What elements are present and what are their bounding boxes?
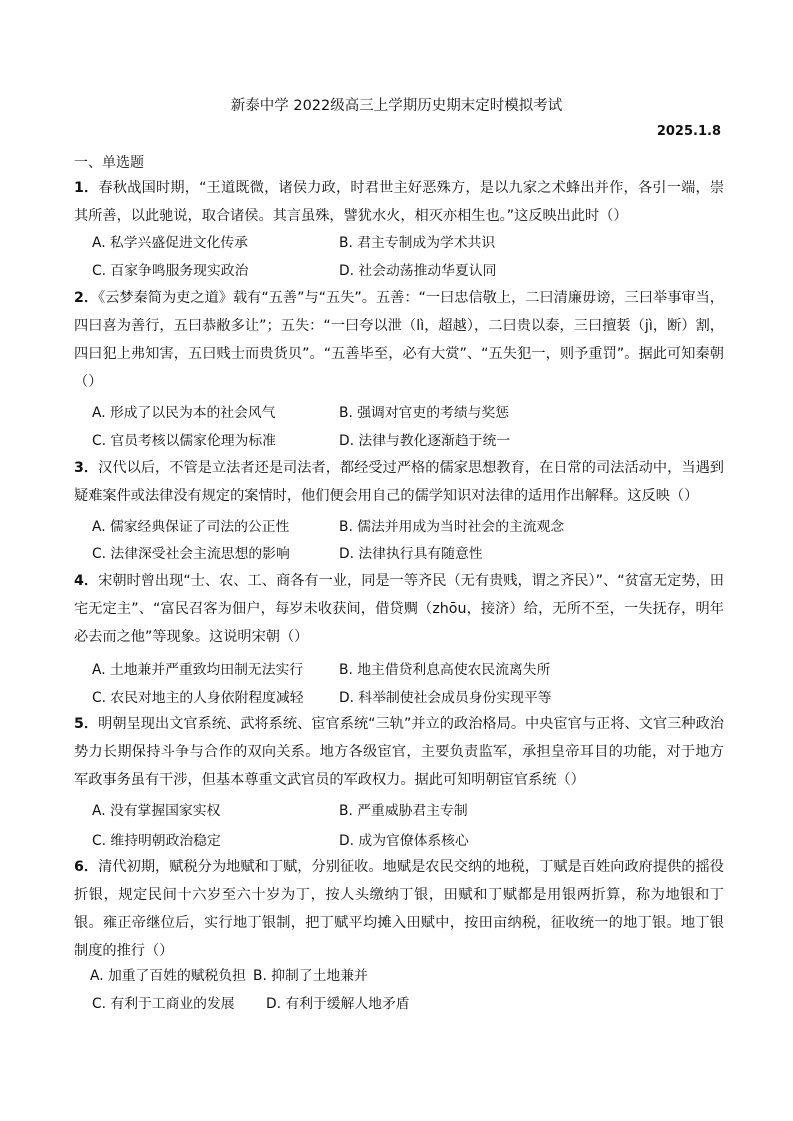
question-3 [74, 454, 724, 510]
question-number: 4． [74, 573, 99, 589]
section-heading: 一、单选题 [74, 155, 144, 171]
question-number: 1． [74, 180, 99, 196]
option-6-a[interactable]: A. 加重了百姓的赋税负担 [90, 968, 246, 984]
option-3-a[interactable]: A. 儒家经典保证了司法的公正性 [92, 519, 290, 535]
question-number: 3． [74, 460, 99, 476]
question-stem: 宋朝时曾出现“士、农、工、商各有一业，同是一等齐民（无有贵贱，谓之齐民）”、“贫富无定势，田宅无定主”、“富民召客为佃户，每岁未收获间，借贷赒（zhōu，接济）给，无所不至，一失抚存，明年必去而之他”等现象。这说明宋朝（） [74, 573, 724, 645]
option-1-d[interactable]: D. 社会动荡推动华夏认同 [339, 263, 497, 279]
option-4-d[interactable]: D. 科举制使社会成员身份实现平等 [339, 690, 552, 706]
option-3-d[interactable]: D. 法律执行具有随意性 [339, 546, 483, 562]
option-5-a[interactable]: A. 没有掌握国家实权 [92, 803, 221, 819]
option-1-b[interactable]: B. 君主专制成为学术共识 [339, 235, 496, 251]
option-5-c[interactable]: C. 维持明朝政治稳定 [92, 833, 221, 849]
option-2-b[interactable]: B. 强调对官吏的考绩与奖惩 [339, 405, 510, 421]
question-5 [74, 710, 724, 794]
option-3-c[interactable]: C. 法律深受社会主流思想的影响 [92, 546, 290, 562]
option-6-b[interactable]: B. 抑制了土地兼并 [253, 968, 368, 984]
option-6-d[interactable]: D. 有利于缓解人地矛盾 [266, 996, 410, 1012]
exam-title: 新泰中学 2022级高三上学期历史期末定时模拟考试 [230, 98, 563, 114]
option-1-c[interactable]: C. 百家争鸣服务现实政治 [92, 263, 249, 279]
question-stem: 明朝呈现出文官系统、武将系统、宦官系统“三轨”并立的政治格局。中央宦官与正将、文官三种政治势力长期保持斗争与合作的双向关系。地方各级宦官，主要负责监军，承担皇帝耳目的功能，对于地方军政事务虽有干涉，但基本尊重文武官员的军政权力。据此可知明朝宦官系统（） [74, 716, 724, 788]
question-stem: 汉代以后，不管是立法者还是司法者，都经受过严格的儒家思想教育，在日常的司法活动中，当遇到疑难案件或法律没有规定的案情时，他们便会用自己的儒学知识对法律的适用作出解释。这反映（） [74, 460, 724, 504]
question-stem: 《云梦秦简为吏之道》载有“五善”与“五失”。五善：“一曰忠信敬上，二曰清廉毋谤，三曰举事审当，四曰喜为善行，五曰恭敝多让”；五失：“一曰夸以泄（lì，超越），二曰贵以泰，三曰擅裚（jì，断）割，四曰犯上弗知害，五曰贱士而贵货贝”。“五善毕至，必有大赏”、“五失犯一，则予重罚”。据此可知秦朝（） [74, 290, 724, 390]
option-3-b[interactable]: B. 儒法并用成为当时社会的主流观念 [339, 519, 565, 535]
option-1-a[interactable]: A. 私学兴盛促进文化传承 [92, 235, 248, 251]
question-number: 6． [74, 859, 99, 875]
option-2-a[interactable]: A. 形成了以民为本的社会风气 [92, 405, 276, 421]
question-stem: 清代初期，赋税分为地赋和丁赋，分别征收。地赋是农民交纳的地税，丁赋是百姓向政府提供的摇役折银，规定民间十六岁至六十岁为丁，按人头缴纳丁银，田赋和丁赋都是用银两折算，称为地银和丁银。雍正帝继位后，实行地丁银制，把丁赋平均摊入田赋中，按田亩纳税，征收统一的地丁银。地丁银制度的推行（） [74, 859, 724, 959]
question-4 [74, 567, 724, 651]
option-4-a[interactable]: A. 土地兼并严重致均田制无法实行 [92, 662, 304, 678]
option-5-d[interactable]: D. 成为官僚体系核心 [339, 833, 469, 849]
option-2-d[interactable]: D. 法律与教化逐渐趋于统一 [339, 433, 511, 449]
question-6 [74, 853, 724, 965]
question-number: 5． [74, 716, 99, 732]
option-6-c[interactable]: C. 有利于工商业的发展 [92, 996, 235, 1012]
option-4-c[interactable]: C. 农民对地主的人身依附程度减轻 [92, 690, 304, 706]
question-1 [74, 174, 724, 230]
question-stem: 春秋战国时期，“王道既微，诸侯力政，时君世主好恶殊方，是以九家之术蜂出并作，各引一端，崇其所善，以此驰说，取合诸侯。其言虽殊，譬犹水火，相灭亦相生也。”这反映出此时（） [74, 180, 725, 224]
option-4-b[interactable]: B. 地主借贷利息高使农民流离失所 [339, 662, 551, 678]
question-2 [74, 284, 724, 396]
option-2-c[interactable]: C. 官员考核以儒家伦理为标准 [92, 433, 276, 449]
exam-date: 2025.1.8 [656, 124, 721, 139]
question-number: 2． [74, 290, 99, 306]
option-5-b[interactable]: B. 严重威胁君主专制 [339, 803, 468, 819]
